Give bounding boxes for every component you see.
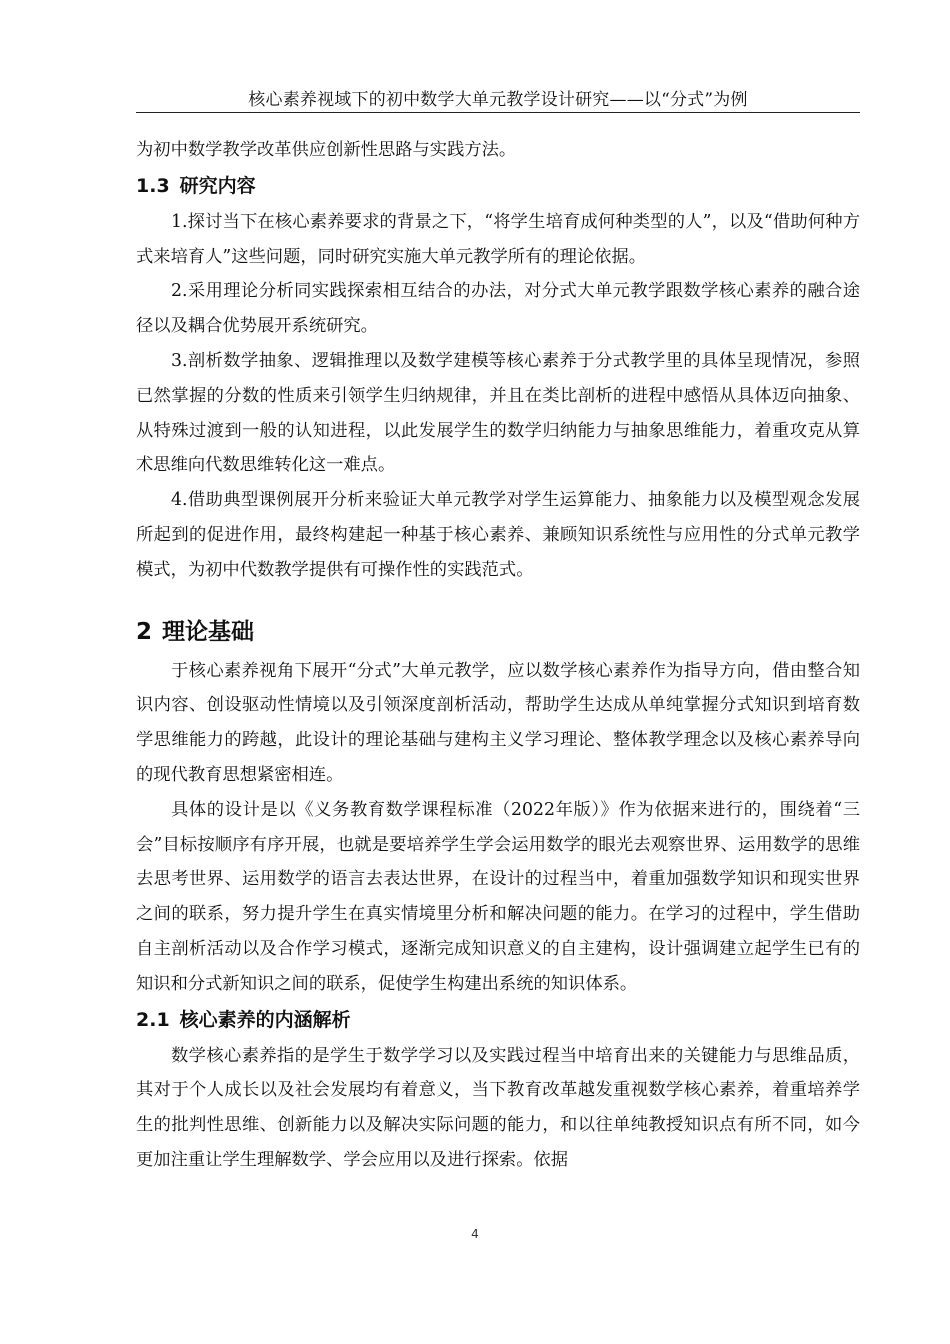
running-header: 核心素养视域下的初中数学大单元教学设计研究——以“分式”为例	[248, 90, 748, 110]
paragraph-research-item-3: 3.剖析数学抽象、逻辑推理以及数学建模等核心素养于分式教学里的具体呈现情况，参照已然掌握的分数的性质来引领学生归纳规律，并且在类比剖析的进程中感悟从具体迈向抽象、从特殊过渡到一般的认知进程，以此发展学生的数学归纳能力与抽象思维能力，着重攻克从算术思维向代数思维转化这一难点。	[136, 350, 860, 476]
paragraph-research-item-4: 4.借助典型课例展开分析来验证大单元教学对学生运算能力、抽象能力以及模型观念发展所起到的促进作用，最终构建起一种基于核心素养、兼顾知识系统性与应用性的分式单元教学模式，为初中代数教学提供有可操作性的实践范式。	[136, 490, 860, 580]
chapter-title: 理论基础	[162, 618, 255, 645]
page-content	[136, 133, 860, 1178]
chapter-heading-2	[136, 612, 860, 652]
paragraph-continuation: 为初中数学教学改革供应创新性思路与实践方法。	[136, 140, 517, 160]
header-rule	[136, 112, 860, 113]
section-number: 1.3	[136, 174, 170, 197]
paragraph-theory-design: 具体的设计是以《义务教育数学课程标准（2022年版）》作为依据来进行的，围绕着“三会”目标按顺序有序开展，也就是要培养学生学会运用数学的眼光去观察世界、运用数学的思维去思考世界、运用数学的语言去表达世界，在设计的过程当中，着重加强数学知识和现实世界之间的联系，努力提升学生在真实情境里分析和解决问题的能力。在学习的过程中，学生借助自主剖析活动以及合作学习模式，逐渐完成知识意义的自主建构，设计强调建立起学生已有的知识和分式新知识之间的联系，促使学生构建出系统的知识体系。	[136, 799, 860, 994]
section-heading-1-3	[136, 168, 860, 204]
section-title: 核心素养的内涵解析	[179, 1008, 351, 1031]
section-heading-2-1	[136, 1002, 860, 1038]
paragraph-core-literacy: 数学核心素养指的是学生于数学学习以及实践过程当中培育出来的关键能力与思维品质，其对于个人成长以及社会发展均有着意义，当下教育改革越发重视数学核心素养，着重培养学生的批判性思维、创新能力以及解决实际问题的能力，和以往单纯教授知识点有所不同，如今更加注重让学生理解数学、学会应用以及进行探索。依据	[136, 1045, 860, 1170]
paragraph-research-item-1: 1.探讨当下在核心素养要求的背景之下，“将学生培育成何种类型的人”，以及“借助何种方式来培育人”这些问题，同时研究实施大单元教学所有的理论依据。	[136, 211, 860, 267]
chapter-number: 2	[136, 618, 153, 645]
section-number: 2.1	[136, 1008, 170, 1031]
page-number: 4	[471, 1227, 479, 1241]
section-title: 研究内容	[179, 174, 256, 197]
paragraph-theory-intro: 于核心素养视角下展开“分式”大单元教学，应以数学核心素养作为指导方向，借由整合知识内容、创设驱动性情境以及引领深度剖析活动，帮助学生达成从单纯掌握分式知识到培育数学思维能力的跨越，此设计的理论基础与建构主义学习理论、整体教学理念以及核心素养导向的现代教育思想紧密相连。	[136, 660, 860, 785]
paragraph-research-item-2: 2.采用理论分析同实践探索相互结合的办法，对分式大单元教学跟数学核心素养的融合途径以及耦合优势展开系统研究。	[136, 281, 860, 337]
